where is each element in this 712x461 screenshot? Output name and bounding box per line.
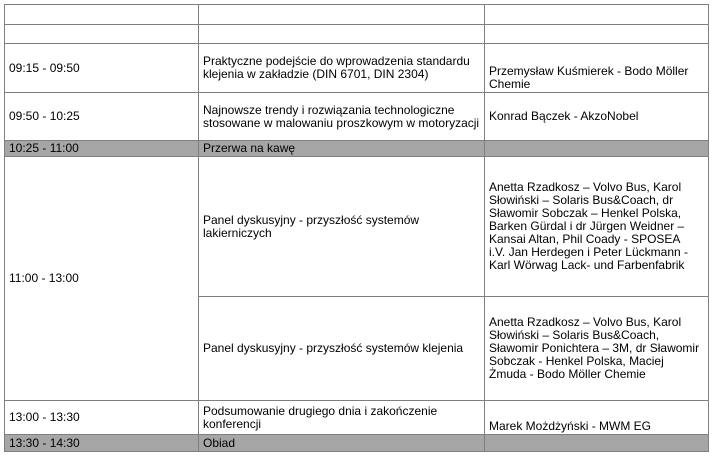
topic-cell: Obiad: [199, 435, 485, 452]
agenda-table: [4, 4, 709, 452]
topic-cell: Panel dyskusyjny - przyszłość systemów klejenia: [199, 297, 485, 401]
time-cell: [5, 5, 199, 25]
time-cell: 09:50 - 10:25: [5, 93, 199, 141]
speaker-cell: Anetta Rzadkosz – Volvo Bus, Karol Słowiński – Solaris Bus&Coach, Sławomir Ponichtera – 3M, dr Sławomir Sobczak - Henkel Polska, Maciej Żmuda - Bodo Möller Chemie: [485, 297, 709, 401]
time-text: 11:00 - 13:00: [9, 271, 79, 285]
topic-cell: Przerwa na kawę: [199, 141, 485, 157]
table-row: [5, 25, 709, 44]
topic-cell: [199, 25, 485, 44]
table-row: [5, 93, 709, 141]
speaker-cell: Anetta Rzadkosz – Volvo Bus, Karol Słowiński – Solaris Bus&Coach, dr Sławomir Sobczak – Henkel Polska, Barken Gürdal i dr Jürgen Weidner – Kansai Altan, Phil Coady - SPOSEA i.V. Jan Herdegen i Peter Lückmann - Karl Wörwag Lack- und Farbenfabrik: [485, 157, 709, 297]
time-cell: 09:15 - 09:50: [5, 44, 199, 93]
table-row: [5, 157, 709, 297]
break-row: [5, 141, 709, 157]
topic-cell: [199, 5, 485, 25]
break-row: [5, 435, 709, 452]
table-row: [5, 401, 709, 435]
time-cell: 10:25 - 11:00: [5, 141, 199, 157]
speaker-cell: Konrad Bączek - AkzoNobel: [485, 93, 709, 141]
topic-cell: Praktyczne podejście do wprowadzenia standardu klejenia w zakładzie (DIN 6701, DIN 2304): [199, 44, 485, 93]
time-cell: 13:30 - 14:30: [5, 435, 199, 452]
speaker-cell: Marek Możdżyński - MWM EG: [485, 401, 709, 435]
time-cell: [5, 157, 199, 401]
speaker-cell: Przemysław Kuśmierek - Bodo Möller Chemie: [485, 44, 709, 93]
time-cell: [5, 25, 199, 44]
table-row: [5, 44, 709, 93]
topic-cell: Podsumowanie drugiego dnia i zakończenie konferencji: [199, 401, 485, 435]
topic-cell: Panel dyskusyjny - przyszłość systemów lakierniczych: [199, 157, 485, 297]
speaker-cell: [485, 5, 709, 25]
table-row: [5, 5, 709, 25]
speaker-cell: [485, 25, 709, 44]
topic-cell: Najnowsze trendy i rozwiązania technologiczne stosowane w malowaniu proszkowym w motoryzacji: [199, 93, 485, 141]
time-cell: 13:00 - 13:30: [5, 401, 199, 435]
speaker-cell: [485, 435, 709, 452]
speaker-cell: [485, 141, 709, 157]
